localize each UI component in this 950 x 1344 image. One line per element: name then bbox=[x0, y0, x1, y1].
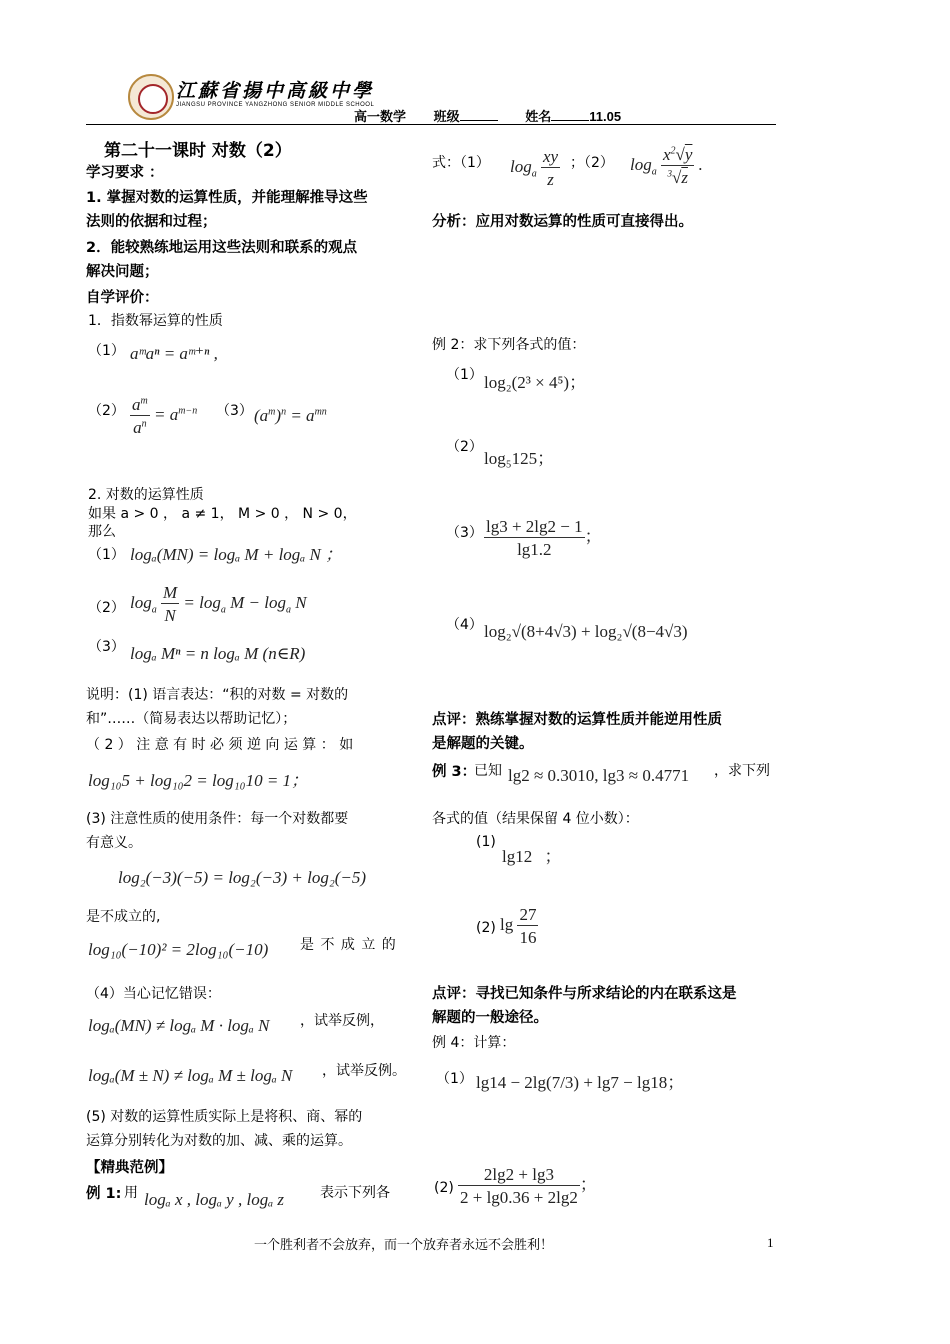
ex4-title: 例 4：计算： bbox=[432, 1035, 516, 1051]
comment1b: 是解题的关键。 bbox=[432, 736, 534, 752]
p1-label: （1） bbox=[88, 547, 125, 563]
page-number: 1 bbox=[767, 1235, 774, 1250]
class-label: 班级 bbox=[434, 109, 498, 124]
comment2b: 解题的一般途径。 bbox=[432, 1010, 548, 1026]
ex1-cont: 式：（1） bbox=[432, 155, 490, 171]
req-heading: 学习要求 ： bbox=[86, 165, 164, 181]
note3-formula2: log₁₀(−10)² = 2log₁₀(−10) bbox=[88, 940, 269, 959]
school-name-en: JIANGSU PROVINCE YANGZHONG SENIOR MIDDLE SCHOOL bbox=[176, 102, 375, 108]
header-rule bbox=[86, 124, 776, 125]
note5b: 运算分别转化为对数的加、减、乘的运算。 bbox=[86, 1133, 352, 1149]
not-hold-2: 是 不 成 立 的 bbox=[300, 937, 397, 953]
exp1-label: （1） bbox=[88, 343, 125, 359]
header-info bbox=[354, 106, 645, 125]
ex3-1: lg12 ； bbox=[502, 847, 562, 866]
note4: （4）当心记忆错误： bbox=[86, 986, 221, 1002]
ex1-text2: 表示下列各 bbox=[320, 1185, 390, 1201]
ex1-vars: logₐ x , logₐ y , logₐ z bbox=[144, 1190, 285, 1209]
req2b: 解决问题； bbox=[86, 264, 159, 280]
comment1: 点评：熟练掌握对数的运算性质并能逆用性质 bbox=[432, 712, 722, 728]
footer-motto: 一个胜利者不会放弃，而一个放弃者永远不会胜利！ bbox=[254, 1238, 554, 1253]
ex1-label: 例 1: bbox=[86, 1186, 122, 1202]
note4-text1: ，试举反例， bbox=[300, 1013, 384, 1029]
note1b: 和”……（简易表达以帮助记忆）； bbox=[86, 711, 297, 727]
ex4-2-label: (2) bbox=[434, 1180, 454, 1196]
self-eval-heading: 自学评价： bbox=[86, 290, 159, 306]
exp2-formula: $\frac{a^m}{a^n}$ = $a^{m-n}$ bbox=[132, 395, 198, 437]
log-then: 那么 bbox=[88, 524, 116, 540]
note2-formula: log₁₀5 + log₁₀2 = log₁₀10 = 1； bbox=[88, 771, 309, 790]
log-title: 2. 对数的运算性质 bbox=[88, 487, 204, 503]
ex3-1-label: (1) bbox=[476, 834, 496, 850]
school-name-cn: 江蘇省揚中高級中學 bbox=[176, 80, 375, 102]
note4-text2: ，试举反例。 bbox=[322, 1063, 406, 1079]
ex3-text: 已知 bbox=[474, 763, 502, 779]
exp3-label: （3） bbox=[216, 403, 253, 419]
analysis: 分析：应用对数运算的性质可直接得出。 bbox=[432, 214, 693, 230]
ex4-2: $\frac{2\lg 2 + \lg 3}{2 + \lg 0.36 + 2\lg 2}$ ； bbox=[460, 1165, 597, 1207]
req1b: 法则的依据和过程； bbox=[86, 214, 217, 230]
note5: (5) 对数的运算性质实际上是将积、商、幂的 bbox=[86, 1109, 363, 1125]
ex2-2: log₅125； bbox=[484, 449, 555, 468]
exp3-formula: $(a^m)^n = a^{mn}$ bbox=[254, 406, 327, 425]
exp-title: 1．指数幂运算的性质 bbox=[88, 313, 223, 329]
ex4-1-label: （1） bbox=[436, 1071, 473, 1087]
ex3-text2: ，求下列 bbox=[714, 763, 770, 779]
comment2: 点评：寻找已知条件与所求结论的内在联系这是 bbox=[432, 986, 737, 1002]
ex3-2-label: (2) bbox=[476, 920, 496, 936]
note3b: 有意义。 bbox=[86, 835, 142, 851]
page-title: 第二十一课时 对数（2） bbox=[104, 141, 292, 161]
ex3-given: lg2 ≈ 0.3010, lg3 ≈ 0.4771 bbox=[508, 766, 690, 785]
note2: （ 2 ） 注 意 有 时 必 须 逆 向 运 算 ： 如 bbox=[86, 737, 354, 753]
log-cond: 如果 a > 0 ， a ≠ 1， M > 0 ， N > 0， bbox=[88, 506, 357, 522]
school-logo bbox=[128, 74, 174, 120]
p2-label: （2） bbox=[88, 600, 125, 616]
ex1-part2: $\log_a$ $\frac{x^2√y}{^3√z}$ . bbox=[630, 145, 703, 187]
ex2-3: $\frac{\lg 3 + 2\lg 2 - 1}{\lg 1.2}$ ； bbox=[486, 517, 602, 559]
ex3-text3: 各式的值（结果保留 4 位小数）： bbox=[432, 811, 639, 827]
ex2-1-label: （1） bbox=[446, 367, 483, 383]
ex3-label: 例 3： bbox=[432, 764, 477, 780]
note4-formula1: logₐ(MN) ≠ logₐ M · logₐ N bbox=[88, 1016, 270, 1035]
ex2-1: log₂(2³ × 4⁵)； bbox=[484, 373, 587, 392]
note3-formula: log₂(−3)(−5) = log₂(−3) + log₂(−5) bbox=[118, 868, 367, 887]
ex2-2-label: （2） bbox=[446, 439, 483, 455]
ex1-part1: $\log_a$ $\frac{xy}{z}$ bbox=[510, 147, 559, 189]
exp1-formula: aᵐaⁿ = aᵐ⁺ⁿ , bbox=[130, 344, 218, 363]
note4-formula2: logₐ(M ± N) ≠ logₐ M ± logₐ N bbox=[88, 1066, 293, 1085]
ex1-text: 用 bbox=[124, 1185, 138, 1201]
ex2-4: log₂√(8+4√3) + log₂√(8−4√3) bbox=[484, 622, 688, 641]
p1-formula: logₐ(MN) = logₐ M + logₐ N ； bbox=[130, 545, 343, 564]
ex3-2: lg $\frac{27}{16}$ bbox=[500, 905, 537, 947]
ex2-4-label: （4） bbox=[446, 617, 483, 633]
ex1-sep: ；（2） bbox=[570, 155, 614, 171]
ex4-1: lg14 − 2lg(7/3) + lg7 − lg18； bbox=[476, 1073, 685, 1092]
note3: (3) 注意性质的使用条件：每一个对数都要 bbox=[86, 811, 349, 827]
ex2-3-label: （3） bbox=[446, 525, 483, 541]
not-hold-1: 是不成立的, bbox=[86, 909, 161, 925]
p2-formula: $\log_a$ $\frac{M}{N}$ = $\log_a M - \log_a N$ bbox=[130, 583, 307, 625]
subject: 高一数学 bbox=[354, 109, 407, 124]
req1: 1. 掌握对数的运算性质，并能理解推导这些 bbox=[86, 190, 368, 206]
p3-formula: logₐ Mⁿ = n logₐ M (n∈R) bbox=[130, 644, 306, 663]
exp2-label: （2） bbox=[88, 403, 125, 419]
examples-heading: 【精典范例】 bbox=[86, 1160, 173, 1176]
name-label: 姓名 11.05 bbox=[525, 109, 622, 124]
p3-label: （3） bbox=[88, 639, 125, 655]
req2: 2．能较熟练地运用这些法则和联系的观点 bbox=[86, 240, 358, 256]
note1: 说明：(1) 语言表达：“积的对数 = 对数的 bbox=[86, 687, 349, 703]
ex2-title: 例 2：求下列各式的值： bbox=[432, 337, 586, 353]
